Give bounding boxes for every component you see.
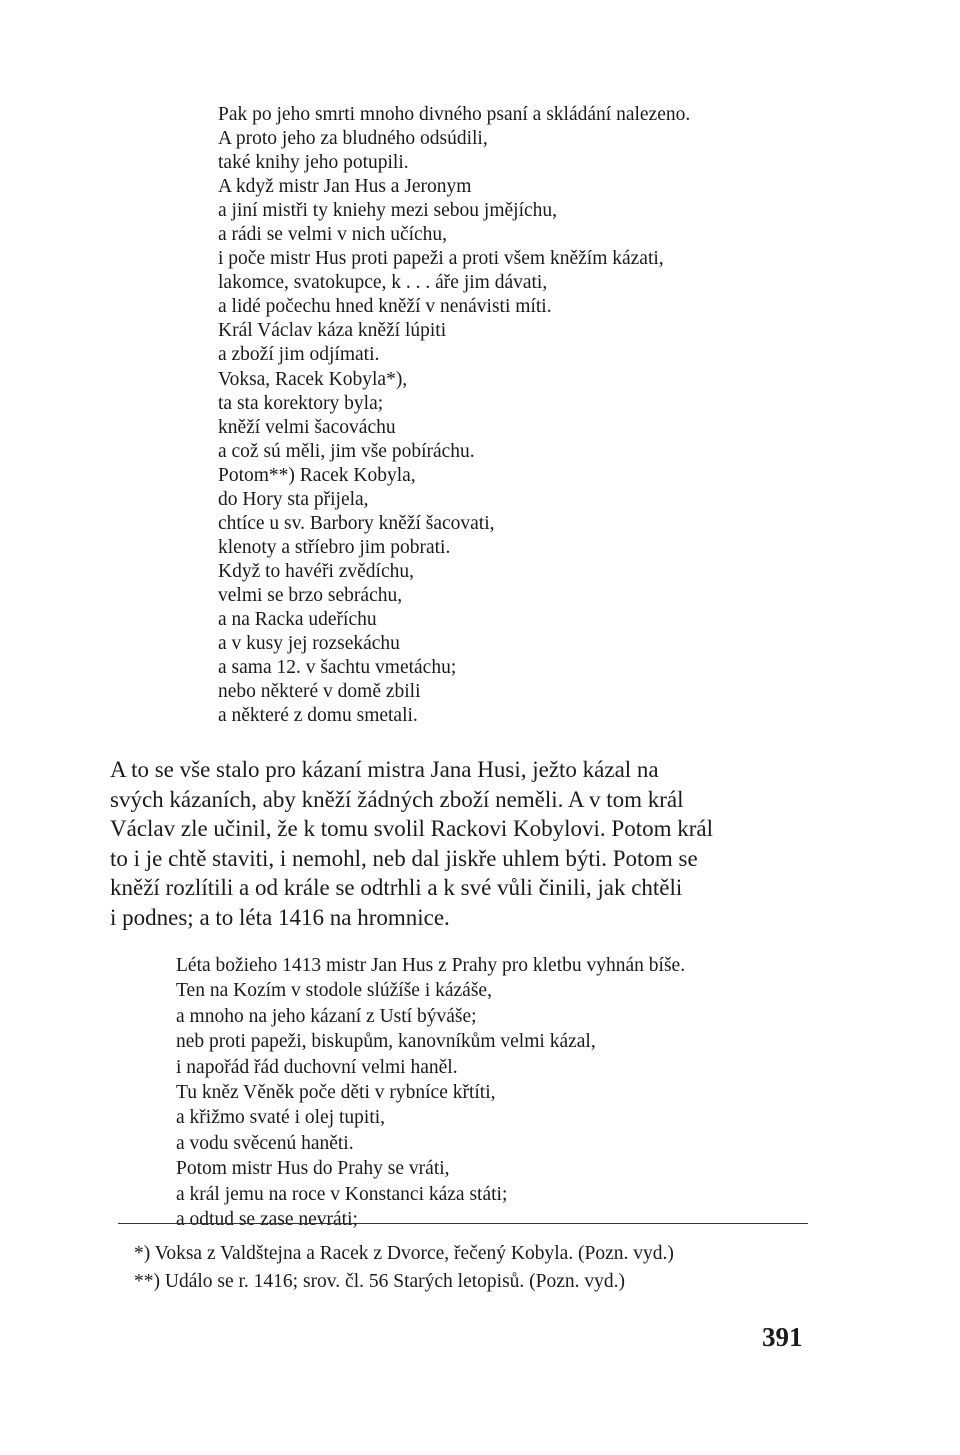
page-number: 391 — [762, 1322, 803, 1352]
verse-line: chtíce u sv. Barbory kněží šacovati, — [218, 512, 495, 534]
verse-line: Voksa, Racek Kobyla*), — [218, 368, 408, 390]
verse-line: Tu kněz Věněk poče děti v rybníce křtíti, — [176, 1082, 496, 1104]
footnote: **) Událo se r. 1416; srov. čl. 56 Starých letopisů. (Pozn. vyd.) — [134, 1271, 626, 1292]
verse-line: a zboží jim odjímati. — [218, 344, 380, 366]
verse-line: a v kusy jej rozsekáchu — [218, 633, 400, 655]
verse-line: lakomce, svatokupce, k . . . áře jim dávati, — [218, 272, 548, 294]
verse-line: a mnoho na jeho kázaní z Ustí býváše; — [176, 1005, 477, 1027]
footnote: *) Voksa z Valdštejna a Racek z Dvorce, řečený Kobyla. (Pozn. vyd.) — [134, 1243, 674, 1264]
verse-line: nebo některé v domě zbili — [218, 681, 421, 703]
verse-line: Pak po jeho smrti mnoho divného psaní a skládání nalezeno. — [218, 104, 691, 125]
verse-line: klenoty a stříebro jim pobrati. — [218, 536, 451, 558]
footnote-rule — [118, 1223, 808, 1224]
verse-line: Ten na Kozím v stodole slúžíše i kázáše, — [176, 980, 492, 1002]
verse-line: A když mistr Jan Hus a Jeronym — [218, 176, 472, 198]
verse-line: Léta božieho 1413 mistr Jan Hus z Prahy pro kletbu vyhnán bíše. — [176, 955, 686, 976]
verse-line: a některé z domu smetali. — [218, 705, 418, 727]
footnotes — [134, 1240, 674, 1296]
verse-line: Potom mistr Hus do Prahy se vráti, — [176, 1158, 450, 1180]
verse-line: Král Václav káza kněží lúpiti — [218, 320, 447, 342]
verse-line: také knihy jeho potupili. — [218, 152, 409, 174]
prose-paragraph — [110, 755, 810, 933]
verse-line: a jiní mistři ty kniehy mezi sebou jmějíchu, — [218, 200, 558, 222]
verse-line: a což sú měli, jim vše pobíráchu. — [218, 440, 475, 462]
verse-line: a na Racka udeříchu — [218, 608, 377, 630]
prose-line: to i je chtě staviti, i nemohl, neb dal jiskře uhlem býti. Potom se — [110, 845, 698, 871]
prose-line: Václav zle učinil, že k tomu svolil Rackovi Kobylovi. Potom král — [110, 816, 713, 842]
verse-line: neb proti papeži, biskupům, kanovníkům velmi kázal, — [176, 1031, 596, 1053]
verse-line: i poče mistr Hus proti papeži a proti všem kněžím kázati, — [218, 248, 664, 270]
prose-line: A to se vše stalo pro kázaní mistra Jana Husi, ježto kázal na — [110, 757, 659, 782]
verse-line: Když to havéři zvědíchu, — [218, 560, 415, 582]
verse-line: a křižmo svaté i olej tupiti, — [176, 1107, 386, 1129]
verse-line: velmi se brzo sebráchu, — [218, 584, 403, 606]
verse-line: do Hory sta přijela, — [218, 488, 369, 510]
verse-line: kněží velmi šacováchu — [218, 416, 396, 438]
verse-line: Potom**) Racek Kobyla, — [218, 464, 416, 486]
verse-line: a lidé počechu hned kněží v nenávisti míti. — [218, 296, 552, 318]
verse-line: a rádi se velmi v nich učíchu, — [218, 224, 448, 246]
verse-line: a sama 12. v šachtu vmetáchu; — [218, 657, 457, 679]
verse-line: a vodu svěcenú haněti. — [176, 1132, 354, 1154]
prose-line: svých kázaních, aby kněží žádných zboží neměli. A v tom král — [110, 786, 684, 812]
verse-line: A proto jeho za bludného odsúdili, — [218, 128, 488, 150]
verse-line: ta sta korektory byla; — [218, 392, 384, 414]
verse-bottom — [176, 953, 685, 1232]
verse-line: i napořád řád duchovní velmi haněl. — [176, 1056, 458, 1078]
verse-line: a král jemu na roce v Konstanci káza státi; — [176, 1183, 508, 1205]
prose-line: i podnes; a to léta 1416 na hromnice. — [110, 904, 450, 930]
verse-top — [218, 103, 690, 728]
verse-line: a odtud se zase nevráti; — [176, 1209, 358, 1231]
prose-line: kněží rozlítili a od krále se odtrhli a k své vůli činili, jak chtěli — [110, 875, 683, 901]
